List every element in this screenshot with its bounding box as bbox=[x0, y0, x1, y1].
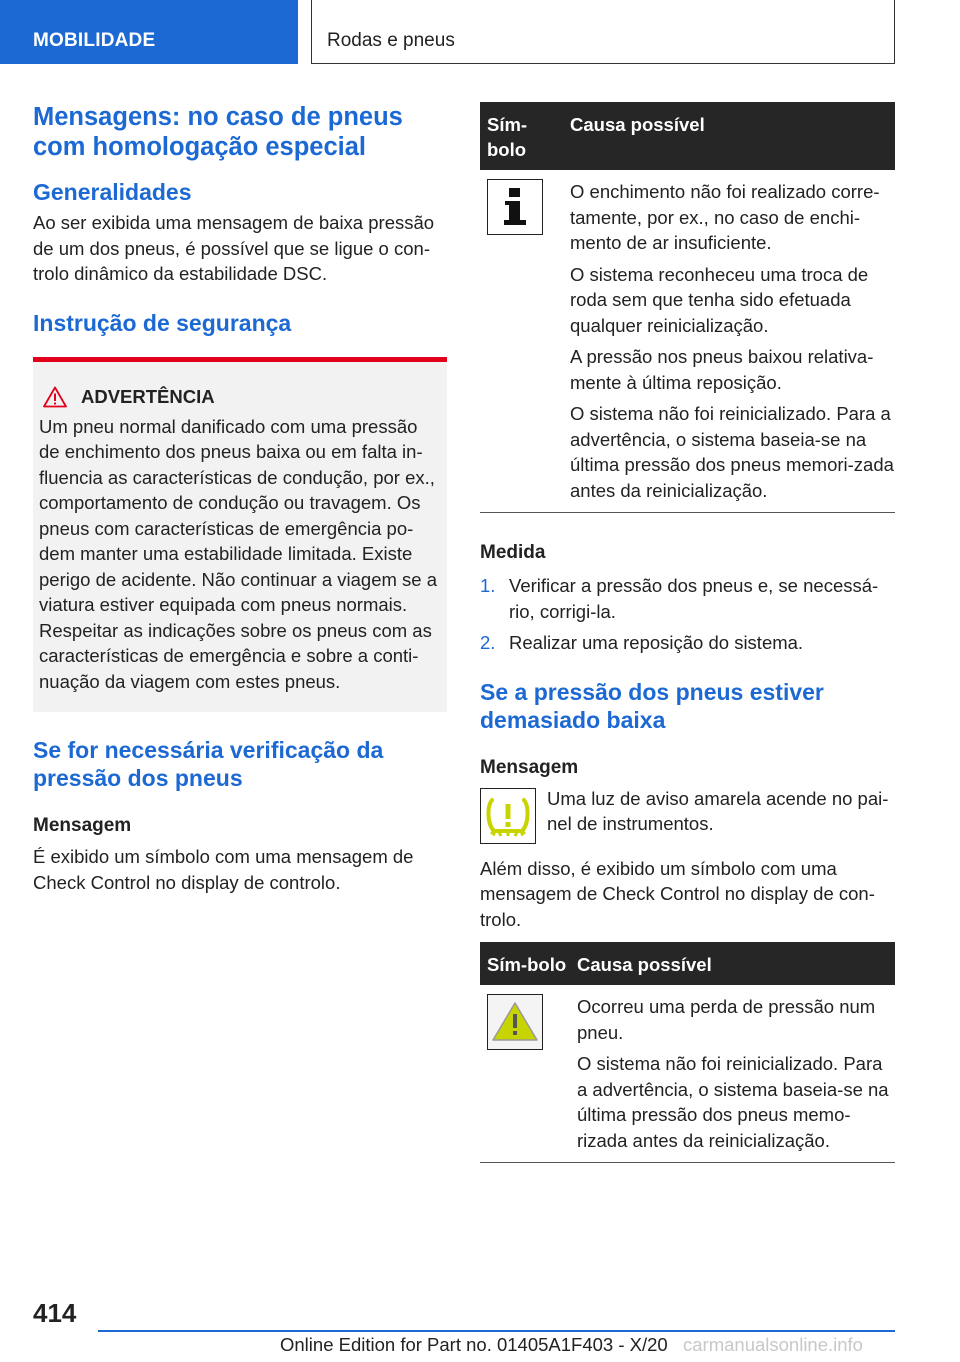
message-text: É exibido um símbolo com uma mensagem de Check Control no display de controlo. bbox=[33, 846, 414, 893]
info-icon bbox=[487, 179, 543, 235]
warning-box bbox=[33, 357, 447, 713]
cause-text: O enchimento não foi realizado corre-tamente, por ex., no caso de enchi-mento de ar insuficiente. bbox=[570, 181, 880, 253]
warning-triangle-icon bbox=[43, 386, 67, 408]
safety-heading: Instrução de segurança bbox=[33, 309, 292, 336]
cause-text: Ocorreu uma perda de pressão num pneu. bbox=[577, 996, 876, 1043]
table-row bbox=[480, 985, 895, 1163]
footer-edition: Online Edition for Part no. 01405A1F403 - X/20 bbox=[280, 1334, 668, 1355]
left-column bbox=[33, 102, 447, 895]
tire-pressure-warning-icon bbox=[480, 788, 536, 844]
page-title: Mensagens: no caso de pneus com homologação especial bbox=[33, 103, 403, 161]
table-row bbox=[480, 170, 895, 513]
step-text: Realizar uma reposição do sistema. bbox=[509, 632, 804, 653]
table-symbol-cell bbox=[480, 985, 570, 1163]
watermark: carmanualsonline.info bbox=[683, 1334, 863, 1355]
header-section-tab[interactable]: MOBILIDADE bbox=[0, 0, 298, 64]
step-number: 2. bbox=[480, 632, 496, 653]
extra-text: Além disso, é exibido um símbolo com uma mensagem de Check Control no display de con-trolo. bbox=[480, 857, 875, 930]
cause-text: A pressão nos pneus baixou relativa-mente à última reposição. bbox=[570, 346, 874, 393]
low-pressure-heading: Se a pressão dos pneus estiver demasiado baixa bbox=[480, 678, 824, 733]
measure-steps bbox=[480, 573, 895, 656]
check-heading: Se for necessária verificação da pressão dos pneus bbox=[33, 737, 384, 791]
table-header-symbol: Sím-bolo bbox=[480, 942, 570, 985]
table-header-cause: Causa possível bbox=[563, 102, 895, 170]
general-heading: Generalidades bbox=[33, 179, 192, 205]
measure-heading: Medida bbox=[480, 542, 546, 563]
table-header-cause: Causa possível bbox=[570, 942, 895, 985]
list-item bbox=[480, 630, 895, 656]
message-heading: Mensagem bbox=[33, 815, 132, 836]
table-cause-cell bbox=[563, 170, 895, 513]
warning-title bbox=[39, 386, 441, 408]
message-text: Uma luz de aviso amarela acende no pai-nel de instrumentos. bbox=[547, 787, 889, 834]
cause-text: O sistema não foi reinicializado. Para a advertência, o sistema baseia-se na última pressão dos pneus memo-rizada antes da reinicialização. bbox=[577, 1053, 889, 1151]
step-number: 1. bbox=[480, 575, 496, 596]
header-chapter-title: Rodas e pneus bbox=[311, 0, 895, 64]
warning-text: Um pneu normal danificado com uma pressão de enchimento dos pneus baixa ou em falta in-fluencia as características de condução, por ex., comportamento de condução ou travagem. Os pneus com características de emergência po-dem manter uma estabilidade limitada. Existe perigo de acidente. Não continuar a viagem se a viatura estiver equipada com pneus normais. Respeitar as indicações sobre os pneus com as características de emergência e sobre a conti-nuação da viagem com estes pneus. bbox=[39, 415, 438, 692]
cause-table-2 bbox=[480, 942, 895, 1163]
right-column bbox=[480, 102, 895, 1163]
table-header-symbol: Sím-bolo bbox=[480, 102, 563, 170]
list-item bbox=[480, 573, 895, 624]
cause-text: O sistema não foi reinicializado. Para a advertência, o sistema baseia-se na última pressão dos pneus memori-zada antes da reinicialização. bbox=[570, 403, 894, 501]
general-text: Ao ser exibida uma mensagem de baixa pressão de um dos pneus, é possível que se ligue o con-trolo dinâmico da estabilidade DSC. bbox=[33, 212, 435, 284]
warning-title-label: ADVERTÊNCIA bbox=[81, 385, 215, 407]
footer-divider bbox=[98, 1330, 895, 1332]
page-number: 414 bbox=[33, 1298, 77, 1328]
cause-table-1 bbox=[480, 102, 895, 513]
cause-text: O sistema reconheceu uma troca de roda sem que tenha sido efetuada qualquer reinicialização. bbox=[570, 263, 869, 336]
table-cause-cell bbox=[570, 985, 895, 1163]
table-symbol-cell bbox=[480, 170, 563, 513]
message-row bbox=[480, 786, 895, 844]
step-text: Verificar a pressão dos pneus e, se necessá-rio, corrigi-la. bbox=[509, 575, 879, 622]
warning-triangle-icon bbox=[487, 994, 543, 1050]
message-heading: Mensagem bbox=[480, 756, 579, 778]
